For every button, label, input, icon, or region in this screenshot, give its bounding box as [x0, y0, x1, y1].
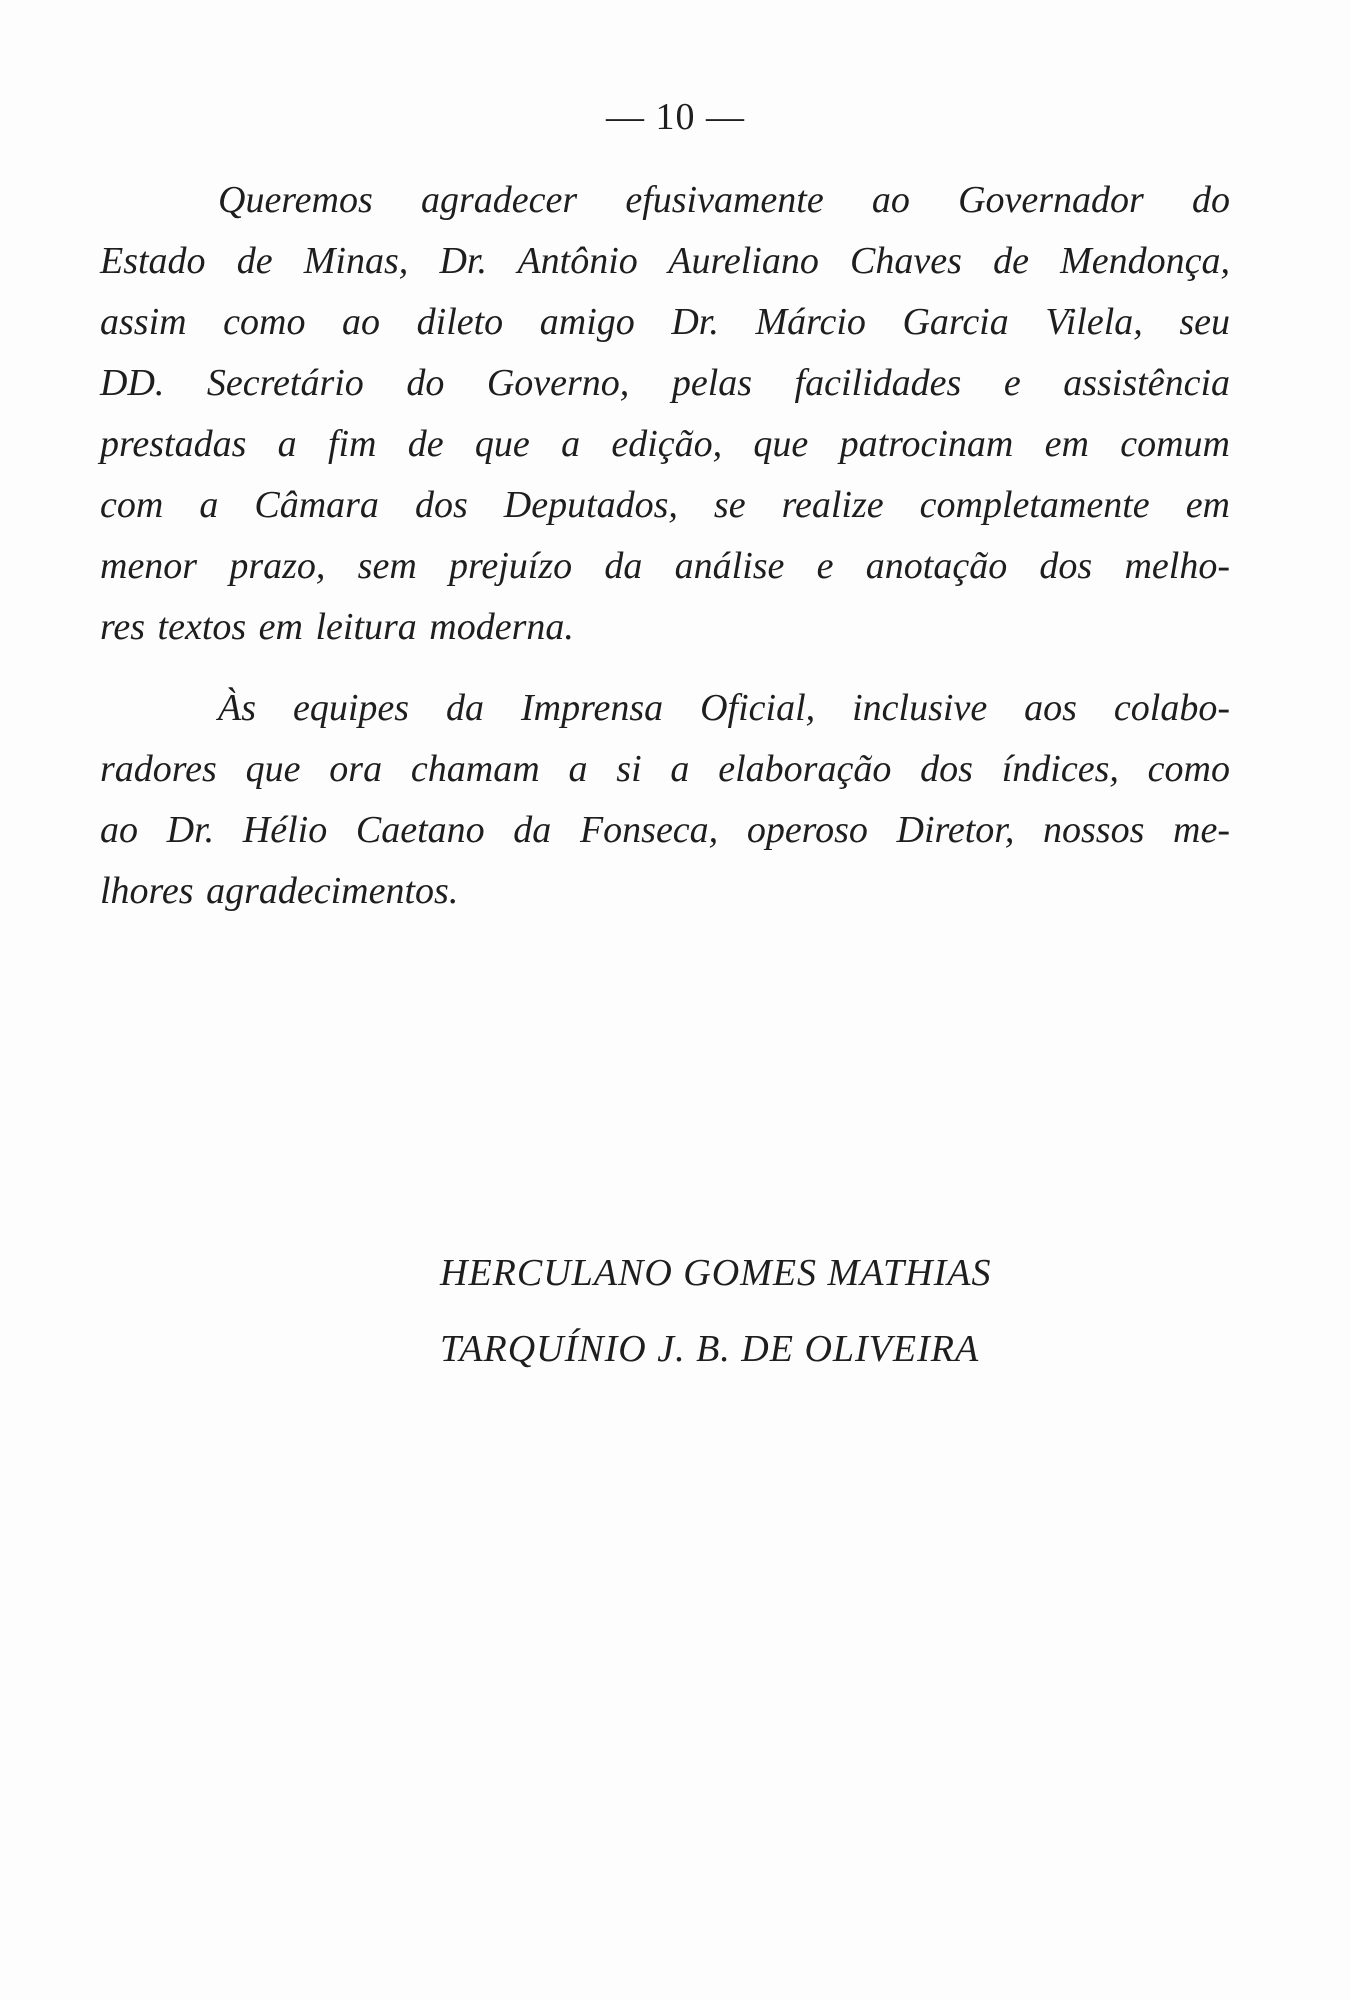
paragraph-line: com a Câmara dos Deputados, se realize completamente em: [100, 484, 1230, 526]
paragraph-acknowledgement-governor: [100, 170, 1230, 658]
paragraph-line: Queremos agradecer efusivamente ao Governador do: [218, 179, 1230, 221]
paragraph-line: Às equipes da Imprensa Oficial, inclusive aos colabo-: [218, 687, 1230, 729]
paragraph-line: radores que ora chamam a si a elaboração dos índices, como: [100, 748, 1230, 790]
paragraph-line: prestadas a fim de que a edição, que patrocinam em comum: [100, 423, 1230, 465]
paragraph-line: ao Dr. Hélio Caetano da Fonseca, operoso Diretor, nossos me-: [100, 809, 1230, 851]
paragraph-line: DD. Secretário do Governo, pelas facilidades e assistência: [100, 362, 1230, 404]
signature-name: TARQUÍNIO J. B. DE OLIVEIRA: [440, 1328, 980, 1370]
paragraph-line: menor prazo, sem prejuízo da análise e anotação dos melho-: [100, 545, 1230, 587]
paragraph-acknowledgement-press: [100, 678, 1230, 922]
paragraph-line: assim como ao dileto amigo Dr. Márcio Garcia Vilela, seu: [100, 301, 1230, 343]
signature-name: HERCULANO GOMES MATHIAS: [440, 1252, 992, 1294]
paragraph-line: lhores agradecimentos.: [100, 870, 459, 912]
signature-block: [440, 1235, 991, 1387]
paragraph-line: Estado de Minas, Dr. Antônio Aureliano Chaves de Mendonça,: [100, 240, 1230, 282]
page-number: — 10 —: [606, 96, 745, 138]
paragraph-line: res textos em leitura moderna.: [100, 606, 574, 648]
